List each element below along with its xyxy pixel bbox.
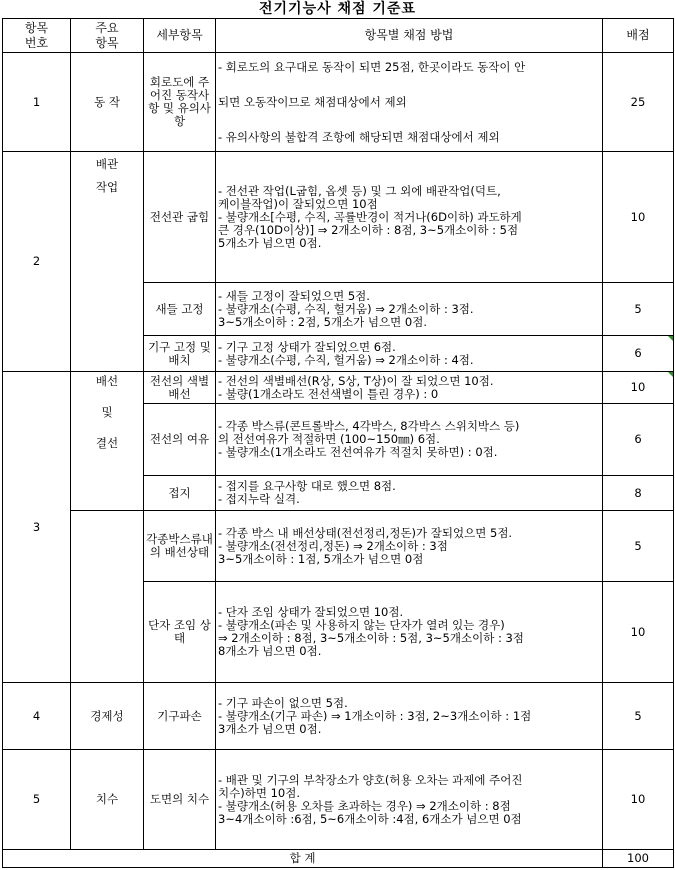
header-sub-item: 세부항목 bbox=[144, 19, 216, 53]
score-cell: 5 bbox=[603, 511, 674, 582]
sub-item: 각종박스류내의 배선상태 bbox=[144, 511, 216, 582]
main-item: 치수 bbox=[71, 750, 144, 850]
main-item: 배선 및 결선 bbox=[71, 372, 144, 511]
method-cell: - 전선의 색별배선(R상, S상, T상)이 잘 되었으면 10점. - 불량(1개소라도 전선색별이 틀린 경우) : 0 bbox=[216, 372, 603, 404]
sub-item: 기구 고정 및 배치 bbox=[144, 336, 216, 372]
method-cell: - 단자 조임 상태가 잘되었으면 10점. - 불량개소(파손 및 사용하지 않는 단자가 열려 있는 경우) ⇒ 2개소이하 : 8점, 3~5개소이하 : 5점, 3~5개소이하 : 3점 8개소가 넘으면 0점. bbox=[216, 582, 603, 683]
table-row bbox=[3, 683, 674, 750]
sub-item: 단자 조임 상태 bbox=[144, 582, 216, 683]
item-no: 5 bbox=[3, 750, 71, 850]
sub-item: 전선의 여유 bbox=[144, 404, 216, 476]
method-cell: - 각종 박스류(콘트롤박스, 4각박스, 8각박스 스위치박스 등) 의 전선여유가 적절하면 (100~150㎜) 6점. - 불량개소(1개소라도 전선여유가 적절치 못하면) : 0점. bbox=[216, 404, 603, 476]
method-cell: - 회로도의 요구대로 동작이 되면 25점, 한곳이라도 동작이 안 되면 오동작이므로 채점대상에서 제외 - 유의사항의 불합격 조항에 해당되면 채점대상에서 제외 bbox=[216, 53, 603, 152]
method-cell: - 각종 박스 내 배선상태(전선정리,정돈)가 잘되었으면 5점. - 불량개소(전선정리,정돈) ⇒ 2개소이하 : 3점 3~5개소이하 : 1점, 5개소가 넘으면 0점 bbox=[216, 511, 603, 582]
main-item: 배관 작업 bbox=[71, 152, 144, 372]
score-cell: 25 bbox=[603, 53, 674, 152]
score-cell: 5 bbox=[603, 683, 674, 750]
main-item: 경제성 bbox=[71, 683, 144, 750]
header-method: 항목별 채점 방법 bbox=[216, 19, 603, 53]
sub-item: 새들 고정 bbox=[144, 283, 216, 336]
header-row bbox=[3, 19, 674, 53]
score-cell: 6 bbox=[603, 404, 674, 476]
sub-item: 전선관 굽힘 bbox=[144, 152, 216, 283]
score-cell: 6 bbox=[603, 336, 674, 372]
sub-item: 접지 bbox=[144, 476, 216, 511]
sub-item: 도면의 치수 bbox=[144, 750, 216, 850]
table-row bbox=[3, 53, 674, 152]
score-cell: 10 bbox=[603, 582, 674, 683]
scoring-table bbox=[2, 18, 674, 868]
sub-item: 회로도에 주어진 동작사항 및 유의사항 bbox=[144, 53, 216, 152]
table-row bbox=[3, 511, 674, 582]
method-cell: - 전선관 작업(L굽힘, 옵셋 등) 및 그 외에 배관작업(덕트, 케이블작업)이 잘되었으면 10점 - 불량개소[수평, 수직, 곡률반경이 적거나(6D이하) 과도하게 큰 경우(10D이상)] ⇒ 2개소이하 : 8점, 3~5개소이하 : 5점 5개소가 넘으면 0점. bbox=[216, 152, 603, 283]
header-main-item: 주요 항목 bbox=[71, 19, 144, 53]
item-no: 2 bbox=[3, 152, 71, 372]
method-cell: - 기구 파손이 없으면 5점. - 불량개소(기구 파손) ⇒ 1개소이하 : 3점, 2~3개소이하 : 1점 3개소가 넘으면 0점. bbox=[216, 683, 603, 750]
page-title: 전기기능사 채점 기준표 bbox=[259, 1, 416, 17]
total-label: 합 계 bbox=[3, 850, 603, 868]
total-row bbox=[3, 850, 674, 868]
main-item: 동 작 bbox=[71, 53, 144, 152]
total-score: 100 bbox=[603, 850, 674, 868]
item-no: 1 bbox=[3, 53, 71, 152]
table-row bbox=[3, 372, 674, 404]
score-cell: 10 bbox=[603, 152, 674, 283]
score-cell: 10 bbox=[603, 372, 674, 404]
sub-item: 전선의 색별배선 bbox=[144, 372, 216, 404]
score-cell: 8 bbox=[603, 476, 674, 511]
sub-item: 기구파손 bbox=[144, 683, 216, 750]
item-no: 4 bbox=[3, 683, 71, 750]
table-row bbox=[3, 750, 674, 850]
method-cell: - 기구 고정 상태가 잘되었으면 6점. - 불량개소(수평, 수직, 헐거움) ⇒ 2개소이하 : 4점. bbox=[216, 336, 603, 372]
header-score: 배점 bbox=[603, 19, 674, 53]
method-cell: - 접지를 요구사항 대로 했으면 8점. - 접지누락 실격. bbox=[216, 476, 603, 511]
method-cell: - 새들 고정이 잘되었으면 5점. - 불량개소(수평, 수직, 헐거움) ⇒ 2개소이하 : 3점. 3~5개소이하 : 2점, 5개소가 넘으면 0점. bbox=[216, 283, 603, 336]
header-item-no: 항목 번호 bbox=[3, 19, 71, 53]
item-no: 3 bbox=[3, 372, 71, 683]
score-cell: 5 bbox=[603, 283, 674, 336]
main-item-spacer bbox=[71, 511, 144, 683]
score-cell: 10 bbox=[603, 750, 674, 850]
method-cell: - 배관 및 기구의 부착장소가 양호(허용 오차는 과제에 주어진 치수)하면 10점. - 불량개소(허용 오차를 초과하는 경우) ⇒ 2개소이하 : 8점 3~4개소이하 :6점, 5~6개소이하 :4점, 6개소가 넘으면 0점 bbox=[216, 750, 603, 850]
table-row bbox=[3, 152, 674, 283]
